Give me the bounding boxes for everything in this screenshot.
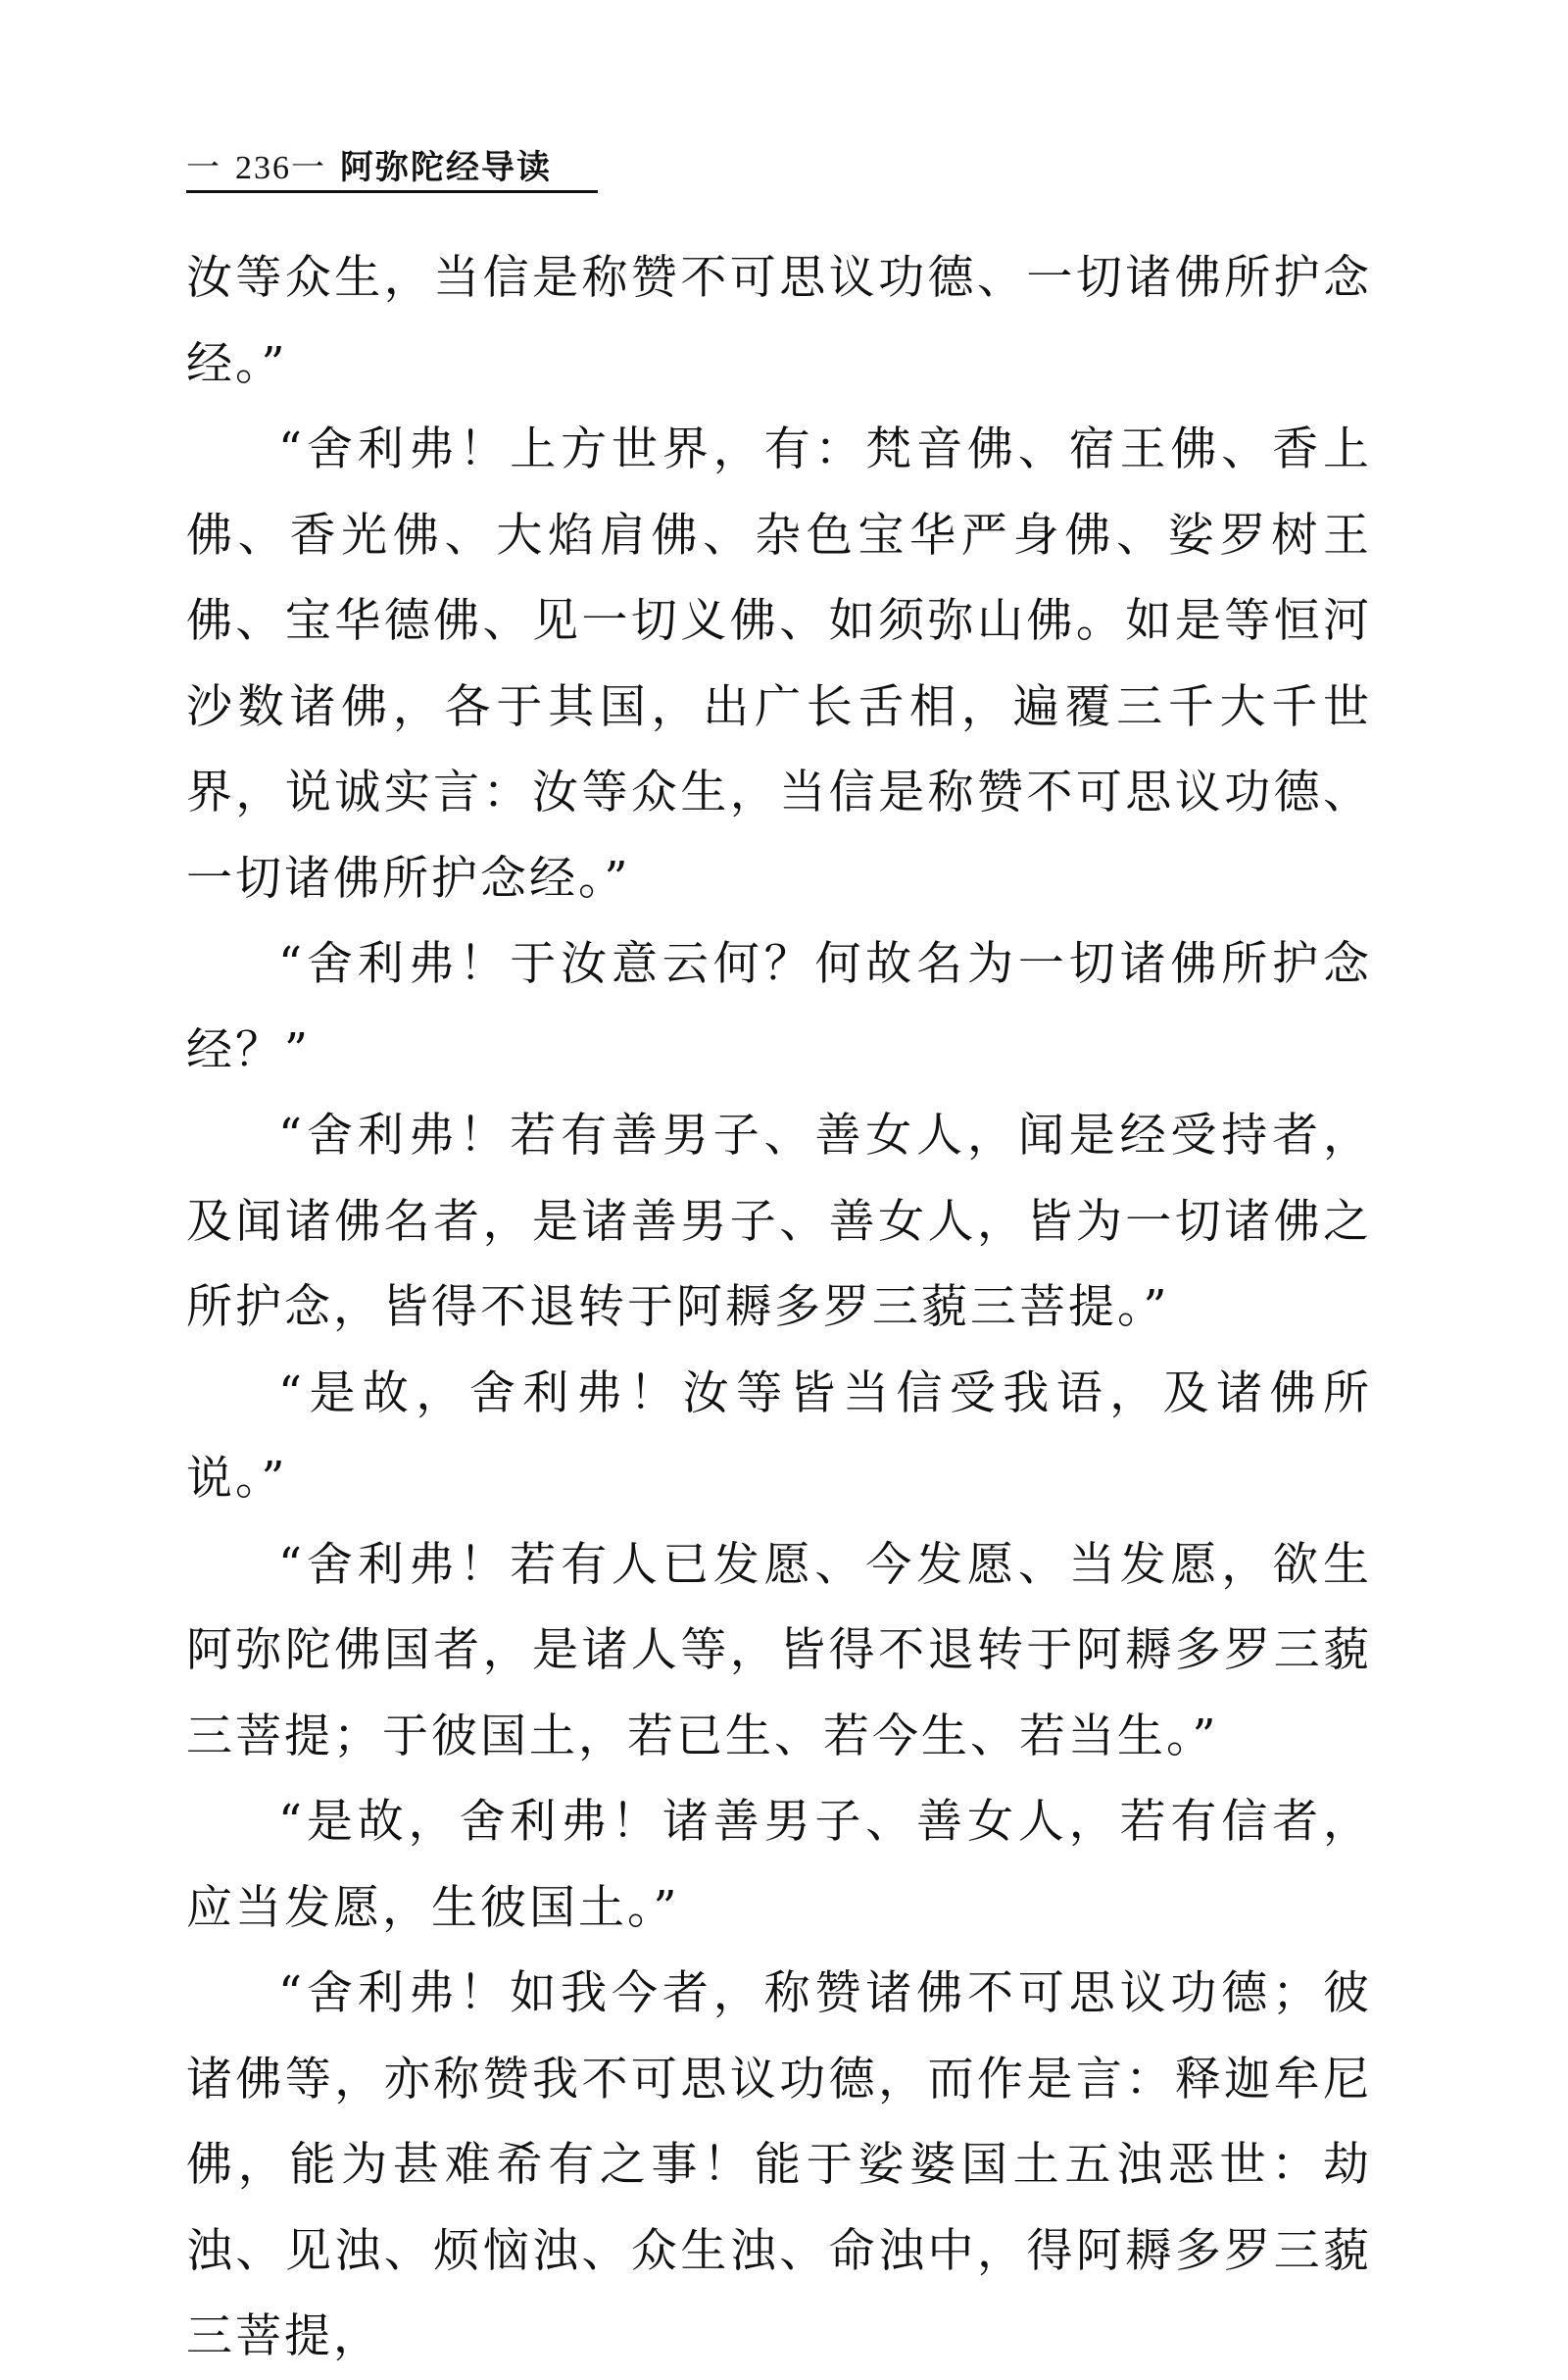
paragraph: “舍利弗！上方世界，有：梵音佛、宿王佛、香上佛、香光佛、大焰肩佛、杂色宝华严身佛、娑罗树王佛、宝华德佛、见一切义佛、如须弥山佛。如是等恒河沙数诸佛，各于其国，出广长舌相，遍覆三千大千世界，说诚实言：汝等众生，当信是称赞不可思议功德、一切诸佛所护念经。” bbox=[186, 422, 1372, 906]
paragraph-continued: 汝等众生，当信是称赞不可思议功德、一切诸佛所护念经。” bbox=[186, 251, 1372, 391]
paragraph: “舍利弗！若有人已发愿、今发愿、当发愿，欲生阿弥陀佛国者，是诸人等，皆得不退转于阿耨多罗三藐三菩提；于彼国土，若已生、若今生、若当生。” bbox=[186, 1537, 1372, 1763]
paragraph: “舍利弗！若有善男子、善女人，闻是经受持者，及闻诸佛名者，是诸善男子、善女人，皆为一切诸佛之所护念，皆得不退转于阿耨多罗三藐三菩提。” bbox=[186, 1109, 1372, 1334]
paragraph: “是故，舍利弗！汝等皆当信受我语，及诸佛所说。” bbox=[186, 1365, 1372, 1506]
page-number: 236 bbox=[235, 150, 291, 186]
paragraph: “舍利弗！如我今者，称赞诸佛不可思议功德；彼诸佛等，亦称赞我不可思议功德，而作是言：释迦牟尼佛，能为甚难希有之事！能于娑婆国土五浊恶世：劫浊、见浊、烦恼浊、众生浊、命浊中，得阿耨多罗三藐三菩提， bbox=[186, 1966, 1372, 2363]
paragraph: “是故，舍利弗！诸善男子、善女人，若有信者，应当发愿，生彼国土。” bbox=[186, 1795, 1372, 1935]
book-title: 阿弥陀经导读 bbox=[340, 148, 552, 187]
running-header bbox=[186, 142, 598, 193]
header-dash-right: 一 bbox=[291, 148, 326, 187]
body-text bbox=[186, 235, 1372, 2380]
header-rule bbox=[186, 190, 598, 193]
header-dash-left: 一 bbox=[186, 148, 221, 187]
paragraph: “舍利弗！于汝意云何？何故名为一切诸佛所护念经？” bbox=[186, 937, 1372, 1077]
